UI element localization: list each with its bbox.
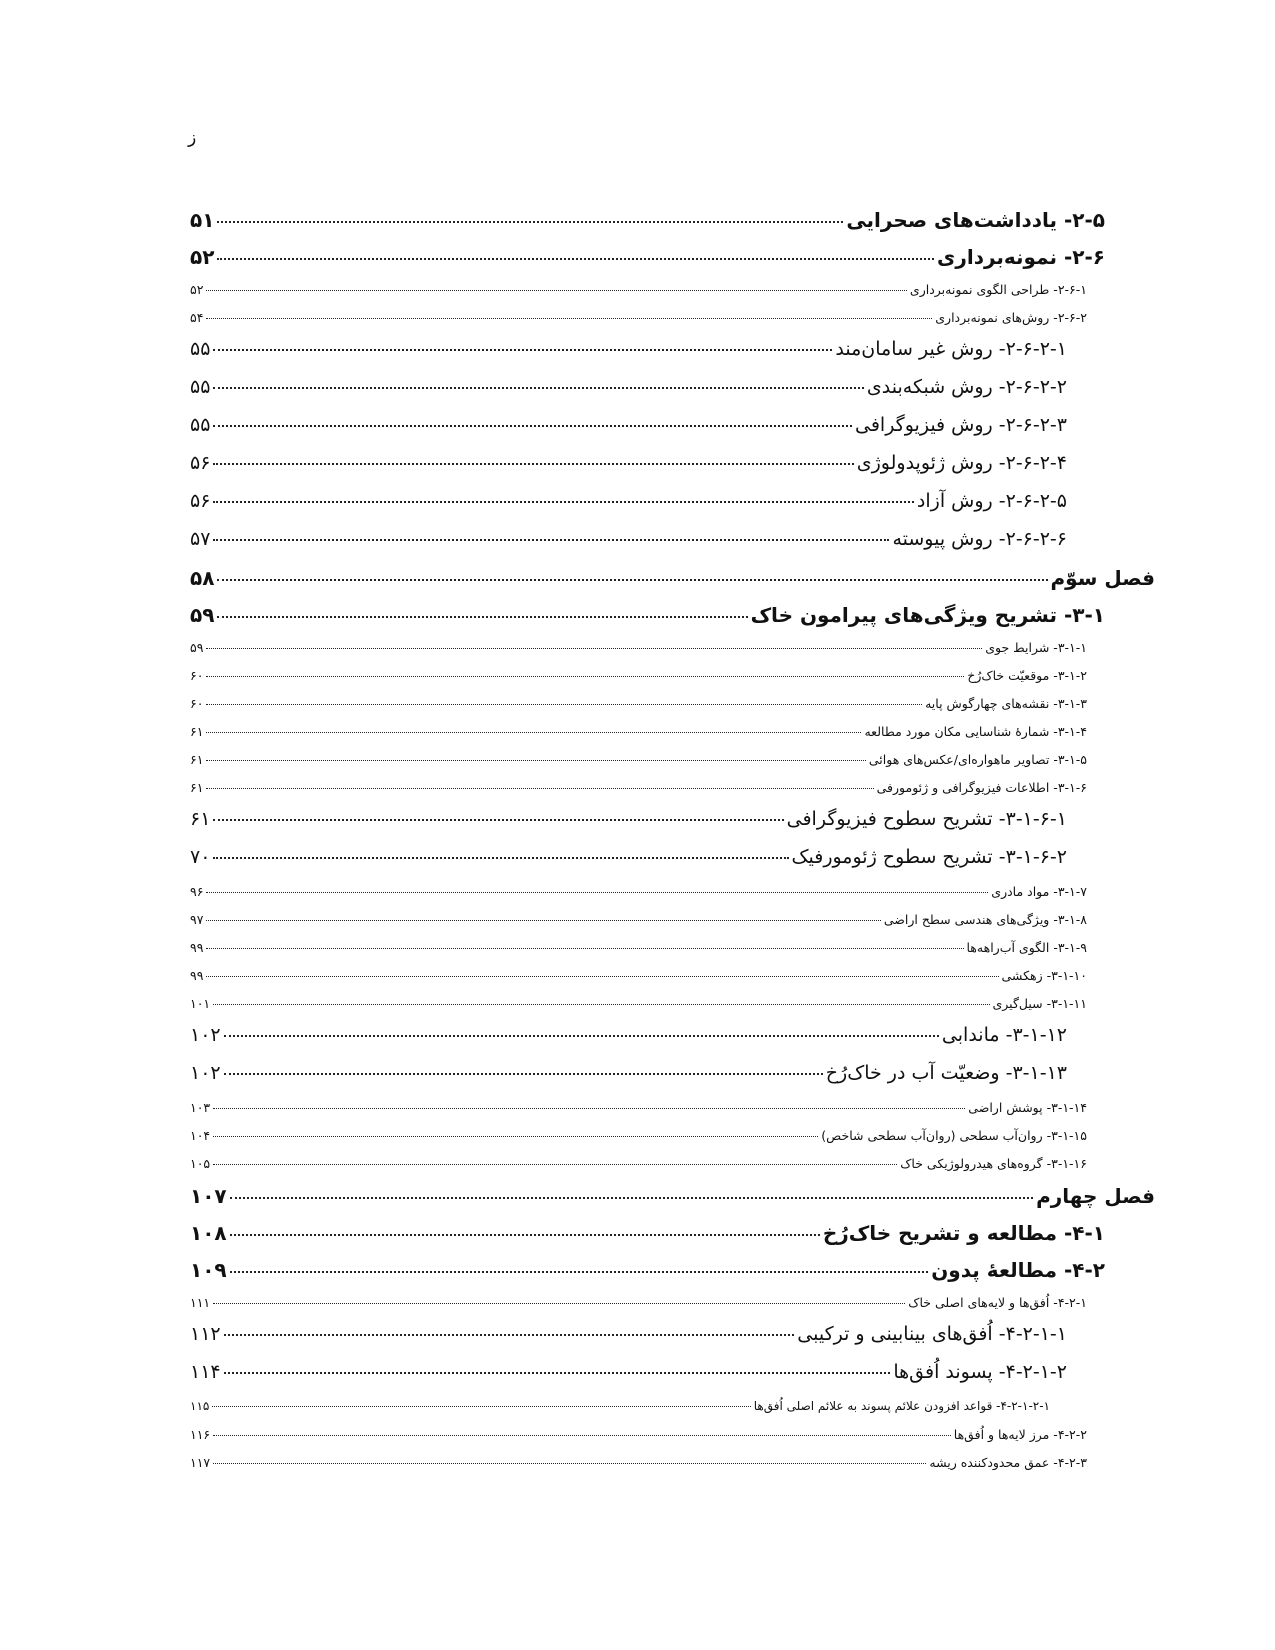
toc-entry-title: ۲-۶-۲-۳- روش فیزیوگرافی [855, 414, 1067, 436]
toc-entry-page: ۹۹ [190, 940, 204, 955]
toc-entry-page: ۱۰۸ [190, 1221, 227, 1245]
toc-entry[interactable] [190, 338, 1105, 376]
page-number-letter: ز [188, 128, 197, 148]
toc-entry-title: ۳-۱-۱- شرایط جوی [985, 640, 1087, 655]
toc-entry-title: ۳-۱-۶- اطلاعات فیزیوگرافی و ژئومورفی [876, 780, 1087, 795]
toc-entry-page: ۷۰ [190, 846, 211, 868]
toc-entry[interactable] [190, 912, 1105, 940]
toc-entry-title: ۳-۱-۱۲- ماندابی [941, 1024, 1067, 1046]
dot-leader [206, 788, 873, 789]
toc-entry-page: ۱۰۴ [190, 1128, 211, 1143]
toc-entry[interactable] [190, 1156, 1105, 1184]
toc-entry-page: ۵۶ [190, 452, 211, 474]
dot-leader [206, 892, 988, 893]
toc-entry[interactable] [190, 1024, 1105, 1062]
toc-entry-page: ۱۱۴ [190, 1361, 221, 1383]
toc-entry-page: ۱۱۶ [190, 1427, 211, 1442]
toc-entry-title: ۳-۱-۱۱- سیل‌گیری [992, 996, 1087, 1011]
toc-entry-title: ۴-۲-۱-۲- پسوند اُفق‌ها [893, 1361, 1067, 1383]
toc-entry-page: ۱۰۷ [190, 1184, 227, 1208]
toc-entry[interactable] [190, 1427, 1105, 1455]
toc-entry-page: ۶۰ [190, 696, 204, 711]
dot-leader [230, 1234, 820, 1236]
dot-leader [206, 760, 865, 761]
toc-entry-page: ۵۵ [190, 338, 211, 360]
toc-entry[interactable] [190, 208, 1105, 245]
toc-entry-page: ۶۱ [190, 808, 211, 830]
toc-entry-title: ۳-۱-۱۶- گروه‌های هیدرولوژیکی خاک [900, 1156, 1087, 1171]
toc-entry-page: ۶۱ [190, 752, 204, 767]
dot-leader [217, 616, 747, 618]
toc-entry-title: ۳-۱-۵- تصاویر ماهواره‌ای/عکس‌های هوائی [868, 752, 1087, 767]
toc-entry[interactable] [190, 1399, 1105, 1427]
toc-entry-title: ۲-۶-۲-۱- روش غیر سامان‌مند [835, 338, 1067, 360]
dot-leader [224, 1334, 795, 1336]
dot-leader [213, 857, 788, 859]
dot-leader [217, 579, 1047, 581]
table-of-contents [190, 208, 1155, 1483]
toc-entry-page: ۵۱ [190, 208, 215, 232]
dot-leader [217, 221, 843, 223]
toc-entry[interactable] [190, 752, 1105, 780]
toc-entry-title: ۳-۱- تشریح ویژگی‌های پیرامون خاک [750, 603, 1105, 627]
toc-entry[interactable] [190, 696, 1105, 724]
toc-entry[interactable] [190, 1295, 1105, 1323]
toc-entry[interactable] [190, 780, 1105, 808]
toc-entry-title: ۴-۲-۱-۱- اُفق‌های بینابینی و ترکیبی [797, 1323, 1067, 1345]
toc-entry-page: ۱۰۲ [190, 1024, 221, 1046]
toc-entry[interactable] [190, 940, 1105, 968]
toc-entry[interactable] [190, 808, 1105, 846]
toc-entry-title: ۳-۱-۲- موقعیّت خاک‌رُخ [967, 668, 1087, 683]
toc-entry[interactable] [190, 846, 1105, 884]
dot-leader [230, 1271, 929, 1273]
dot-leader [213, 501, 914, 503]
toc-entry-title: ۲-۶-۲-۵- روش آزاد [916, 490, 1067, 512]
toc-entry[interactable] [190, 996, 1105, 1024]
toc-entry-title: ۳-۱-۶-۲- تشریح سطوح ژئومورفیک [791, 846, 1067, 868]
toc-entry[interactable] [190, 1221, 1105, 1258]
toc-entry-title: فصل سوّم [1050, 566, 1155, 590]
toc-entry-title: ۲-۶-۲- روش‌های نمونه‌برداری [935, 310, 1087, 325]
toc-entry[interactable] [190, 1100, 1105, 1128]
toc-entry[interactable] [190, 1258, 1105, 1295]
toc-entry-title: ۲-۵- یادداشت‌های صحرایی [846, 208, 1105, 232]
toc-entry[interactable] [190, 1184, 1155, 1221]
dot-leader [206, 318, 932, 319]
toc-entry-page: ۹۹ [190, 968, 204, 983]
toc-entry-title: ۳-۱-۷- مواد مادری [991, 884, 1087, 899]
dot-leader [230, 1197, 1033, 1199]
dot-leader [213, 1463, 926, 1464]
toc-entry[interactable] [190, 968, 1105, 996]
toc-entry[interactable] [190, 452, 1105, 490]
toc-entry-title: ۳-۱-۴- شمارهٔ شناسایی مکان مورد مطالعه [864, 724, 1087, 739]
dot-leader [213, 387, 864, 389]
toc-entry-title: فصل چهارم [1036, 1184, 1155, 1208]
toc-entry-title: ۴-۲- مطالعهٔ پدون [931, 1258, 1105, 1282]
toc-entry-page: ۶۰ [190, 668, 204, 683]
dot-leader [206, 976, 998, 977]
dot-leader [213, 463, 853, 465]
dot-leader [206, 648, 982, 649]
toc-entry-page: ۵۸ [190, 566, 215, 590]
toc-entry-page: ۵۶ [190, 490, 211, 512]
toc-entry[interactable] [190, 668, 1105, 696]
toc-entry-title: ۴-۱- مطالعه و تشریح خاک‌رُخ [822, 1221, 1105, 1245]
toc-entry-page: ۵۵ [190, 414, 211, 436]
toc-entry-title: ۳-۱-۱۵- روان‌آب سطحی (روان‌آب سطحی شاخص) [821, 1128, 1087, 1143]
toc-entry[interactable] [190, 640, 1105, 668]
toc-entry-page: ۱۱۱ [190, 1295, 211, 1310]
toc-entry-page: ۶۱ [190, 780, 204, 795]
dot-leader [213, 819, 783, 821]
toc-entry-page: ۱۰۳ [190, 1100, 211, 1115]
dot-leader [206, 948, 963, 949]
toc-entry-page: ۹۷ [190, 912, 204, 927]
toc-entry-title: ۲-۶-۱- طراحی الگوی نمونه‌برداری [909, 282, 1087, 297]
toc-entry-page: ۱۰۱ [190, 996, 211, 1011]
toc-entry[interactable] [190, 245, 1105, 282]
toc-entry[interactable] [190, 310, 1105, 338]
toc-entry-title: ۲-۶-۲-۴- روش ژئوپدولوژی [856, 452, 1067, 474]
dot-leader [224, 1372, 891, 1374]
dot-leader [206, 676, 964, 677]
toc-entry[interactable] [190, 1361, 1105, 1399]
toc-entry-title: ۴-۲-۱-۲-۱- قواعد افزودن علائم پسوند به علائم اصلی اُفق‌ها [753, 1399, 1050, 1413]
toc-entry-page: ۵۵ [190, 376, 211, 398]
toc-entry[interactable] [190, 603, 1105, 640]
dot-leader [224, 1035, 939, 1037]
toc-entry-page: ۱۰۹ [190, 1258, 227, 1282]
toc-entry[interactable] [190, 1323, 1105, 1361]
toc-entry[interactable] [190, 724, 1105, 752]
dot-leader [213, 425, 852, 427]
dot-leader [217, 258, 934, 260]
toc-entry-page: ۵۴ [190, 310, 204, 325]
toc-entry-page: ۵۷ [190, 528, 211, 550]
toc-entry-page: ۱۱۷ [190, 1455, 211, 1470]
dot-leader [213, 1435, 951, 1436]
dot-leader [213, 539, 889, 541]
toc-entry-title: ۴-۲-۲- مرز لایه‌ها و اُفق‌ها [953, 1427, 1087, 1442]
toc-entry-title: ۲-۶-۲-۶- روش پیوسته [892, 528, 1067, 550]
toc-entry[interactable] [190, 884, 1105, 912]
toc-entry[interactable] [190, 1128, 1105, 1156]
toc-entry-title: ۲-۶-۲-۲- روش شبکه‌بندی [866, 376, 1067, 398]
toc-entry-title: ۳-۱-۹- الگوی آب‌راهه‌ها [966, 940, 1087, 955]
toc-entry-title: ۳-۱-۶-۱- تشریح سطوح فیزیوگرافی [786, 808, 1067, 830]
dot-leader [213, 1108, 965, 1109]
toc-entry-title: ۳-۱-۱۰- زهکشی [1001, 968, 1087, 983]
dot-leader [212, 1406, 750, 1407]
dot-leader [206, 920, 880, 921]
toc-entry-title: ۳-۱-۱۴- پوشش اراضی [968, 1100, 1087, 1115]
dot-leader [213, 1136, 818, 1137]
toc-entry-page: ۹۶ [190, 884, 204, 899]
toc-entry[interactable] [190, 528, 1105, 566]
toc-entry[interactable] [190, 282, 1105, 310]
toc-entry-page: ۵۲ [190, 282, 204, 297]
toc-entry-title: ۴-۲-۳- عمق محدودکننده ریشه [929, 1455, 1087, 1470]
toc-entry[interactable] [190, 376, 1105, 414]
toc-entry-page: ۱۱۵ [190, 1399, 210, 1413]
dot-leader [206, 732, 861, 733]
toc-entry-title: ۳-۱-۳- نقشه‌های چهارگوش پایه [925, 696, 1087, 711]
toc-entry-page: ۱۰۲ [190, 1062, 221, 1084]
toc-entry[interactable] [190, 490, 1105, 528]
dot-leader [213, 1004, 989, 1005]
dot-leader [213, 349, 832, 351]
toc-entry[interactable] [190, 566, 1155, 603]
toc-entry[interactable] [190, 1062, 1105, 1100]
toc-entry-title: ۲-۶- نمونه‌برداری [937, 245, 1105, 269]
toc-entry-page: ۵۲ [190, 245, 215, 269]
toc-entry-title: ۳-۱-۸- ویژگی‌های هندسی سطح اراضی [883, 912, 1087, 927]
dot-leader [206, 704, 922, 705]
toc-entry[interactable] [190, 414, 1105, 452]
toc-entry-page: ۵۹ [190, 640, 204, 655]
dot-leader [213, 1303, 905, 1304]
toc-entry-title: ۳-۱-۱۳- وضعیّت آب در خاک‌رُخ [825, 1062, 1067, 1084]
dot-leader [213, 1164, 897, 1165]
toc-entry-page: ۶۱ [190, 724, 204, 739]
toc-entry-title: ۴-۲-۱- اُفق‌ها و لایه‌های اصلی خاک [908, 1295, 1087, 1310]
toc-entry-page: ۱۰۵ [190, 1156, 211, 1171]
toc-entry[interactable] [190, 1455, 1105, 1483]
toc-entry-page: ۵۹ [190, 603, 215, 627]
dot-leader [224, 1073, 823, 1075]
dot-leader [206, 290, 906, 291]
toc-entry-page: ۱۱۲ [190, 1323, 221, 1345]
